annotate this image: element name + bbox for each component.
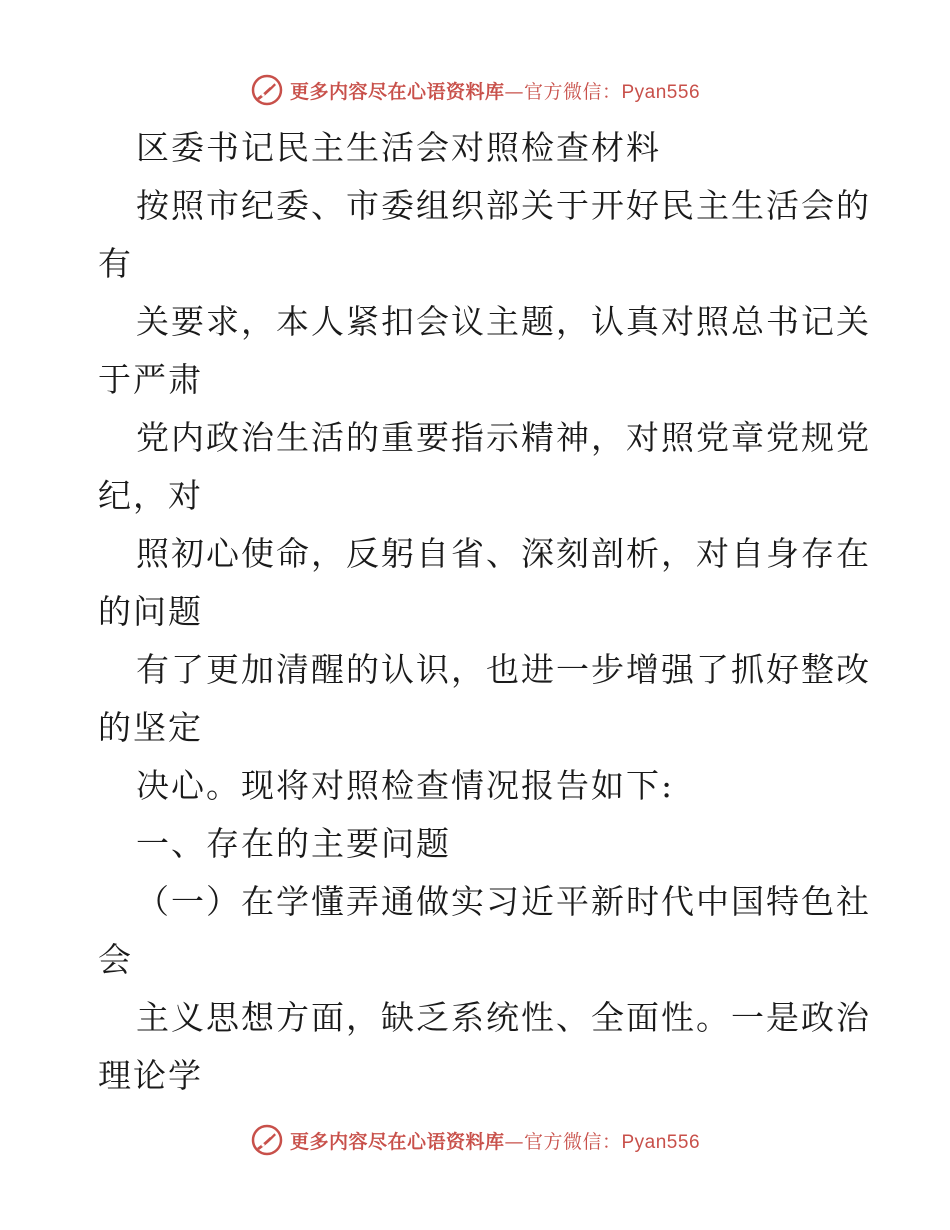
watermark-text: 更多内容尽在心语资料库—官方微信：Pyan556 [289,80,701,103]
subsection-heading: （一）在学懂弄通做实习近平新时代中国特色社 [136,882,871,921]
paragraph-line: 理论学 [98,1056,203,1095]
paragraph-line: 按照市纪委、市委组织部关于开好民主生活会的 [136,186,871,225]
section-heading: 一、存在的主要问题 [136,824,451,863]
paragraph-line: 会 [98,940,133,979]
paragraph-line: 于严肃 [98,360,203,399]
paragraph-line: 主义思想方面，缺乏系统性、全面性。一是政治 [136,998,871,1037]
watermark-banner-bottom [0,1120,950,1160]
watermark-text: 更多内容尽在心语资料库—官方微信：Pyan556 [289,1130,701,1153]
paragraph-line: 的问题 [98,592,203,631]
paragraph-line: 有了更加清醒的认识，也进一步增强了抓好整改 [136,650,871,689]
paragraph-line: 有 [98,244,133,283]
paragraph-line: 党内政治生活的重要指示精神，对照党章党规党 [136,418,871,457]
pen-logo-icon [250,73,284,107]
paragraph-line: 照初心使命，反躬自省、深刻剖析，对自身存在 [136,534,871,573]
paragraph-line: 决心。现将对照检查情况报告如下: [136,766,675,805]
pen-logo-icon [250,1123,284,1157]
paragraph-line: 纪，对 [98,476,203,515]
document-title: 区委书记民主生活会对照检查材料 [136,128,661,167]
watermark-banner-top [0,70,950,110]
paragraph-line: 的坚定 [98,708,203,747]
paragraph-line: 关要求，本人紧扣会议主题，认真对照总书记关 [136,302,871,341]
